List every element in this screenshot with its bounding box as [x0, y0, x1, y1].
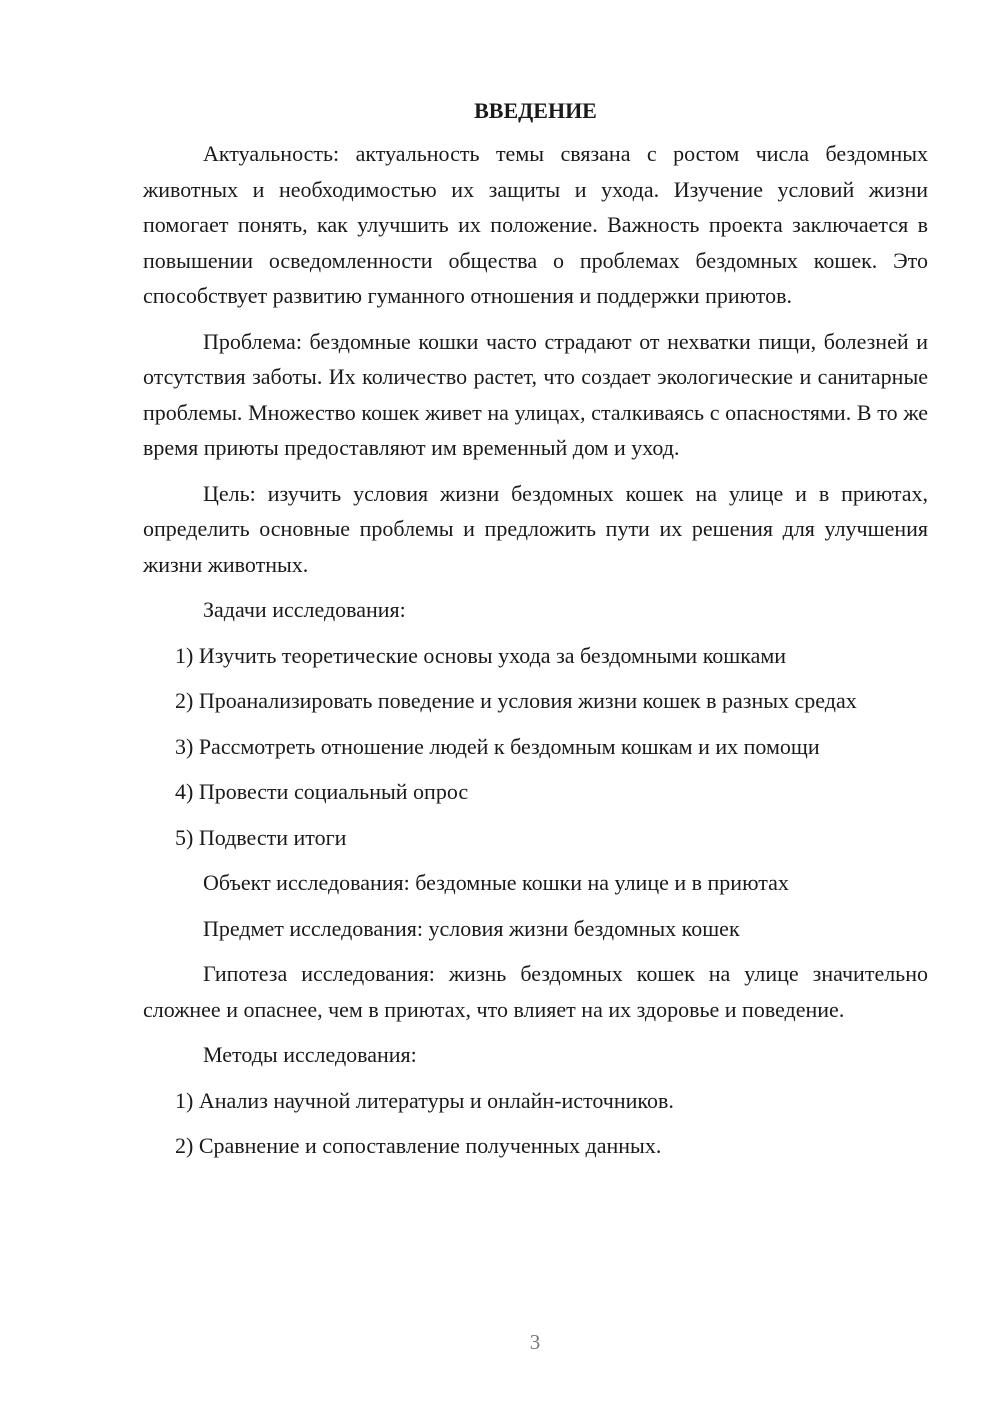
section-title: ВВЕДЕНИЕ — [474, 98, 597, 123]
methods-heading: Методы исследования: — [203, 1042, 417, 1067]
method-item-1: 1) Анализ научной литературы и онлайн-источников. — [175, 1087, 674, 1113]
document-page — [143, 93, 928, 1164]
task-item-2: 2) Проанализировать поведение и условия жизни кошек в разных средах — [175, 688, 857, 713]
task-item-5: 5) Подвести итоги — [175, 824, 347, 850]
relevance-paragraph: Актуальность: актуальность темы связана с ростом числа бездомных животных и необходимостью их защиты и ухода. Изучение условий жизни помогает понять, как улучшить их положение. Важность проекта заключается в повышении осведомленности общества о проблемах бездомных кошек. Это способствует развитию гуманного отношения и поддержки приютов. — [143, 141, 928, 308]
goal-paragraph: Цель: изучить условия жизни бездомных кошек на улице и в приютах, определить основные проблемы и предложить пути их решения для улучшения жизни животных. — [143, 480, 928, 577]
task-item-3: 3) Рассмотреть отношение людей к бездомным кошкам и их помощи — [175, 733, 820, 759]
research-object: Объект исследования: бездомные кошки на улице и в приютах — [203, 870, 789, 895]
task-item-1: 1) Изучить теоретические основы ухода за бездомными кошками — [175, 642, 787, 668]
problem-paragraph: Проблема: бездомные кошки часто страдают от нехватки пищи, болезней и отсутствия заботы. Их количество растет, что создает экологические и санитарные проблемы. Множество кошек живет на улицах, сталкиваясь с опасностями. В то же время приюты предоставляют им временный дом и уход. — [143, 328, 928, 460]
hypothesis-paragraph: Гипотеза исследования: жизнь бездомных кошек на улице значительно сложнее и опаснее, чем в приютах, что влияет на их здоровье и поведение. — [143, 961, 928, 1022]
research-subject: Предмет исследования: условия жизни бездомных кошек — [203, 915, 740, 941]
task-item-4: 4) Провести социальный опрос — [175, 779, 469, 804]
page-number: 3 — [529, 1330, 541, 1354]
tasks-heading: Задачи исследования: — [203, 597, 406, 622]
method-item-2: 2) Сравнение и сопоставление полученных данных. — [175, 1133, 662, 1158]
